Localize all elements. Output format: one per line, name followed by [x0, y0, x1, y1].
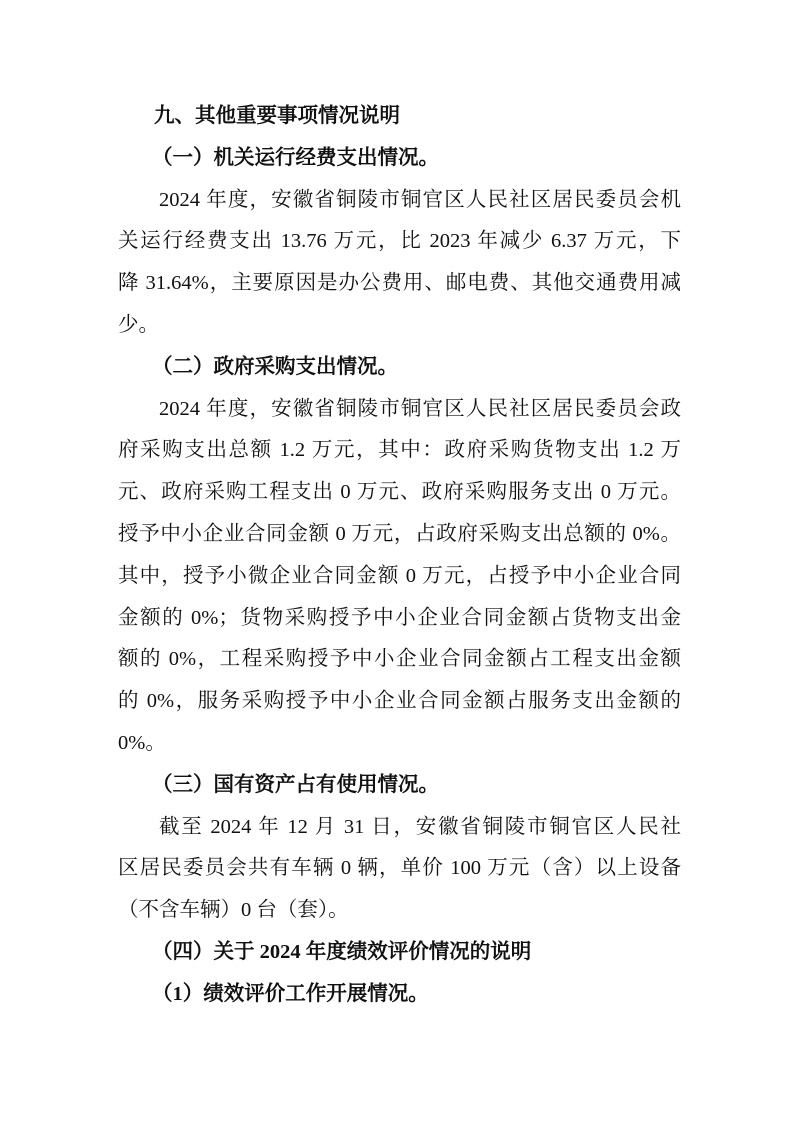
text-line: （不含车辆）0 台（套）。 — [118, 899, 349, 922]
document-page — [118, 96, 681, 1016]
text-line: 0%。 — [118, 731, 166, 754]
heading-performance-evaluation: （四）关于 2024 年度绩效评价情况的说明 — [152, 940, 532, 963]
text-line: 的 0%，服务采购授予中小企业合同金额占服务支出金额的 — [118, 690, 681, 713]
text-line: 截至 2024 年 12 月 31 日，安徽省铜陵市铜官区人民社 — [159, 815, 681, 838]
heading-admin-expenses: （一）机关运行经费支出情况。 — [152, 146, 439, 169]
text-line: 金额的 0%；货物采购授予中小企业合同金额占货物支出金 — [118, 606, 681, 629]
text-line: 2024 年度，安徽省铜陵市铜官区人民社区居民委员会政 — [159, 397, 681, 420]
text-line: 少。 — [118, 313, 159, 336]
text-line: 区居民委员会共有车辆 0 辆，单价 100 万元（含）以上设备 — [118, 857, 681, 880]
subheading-evaluation-work: （1）绩效评价工作开展情况。 — [152, 982, 429, 1005]
heading-procurement: （二）政府采购支出情况。 — [152, 355, 398, 378]
text-line: 2024 年度，安徽省铜陵市铜官区人民社区居民委员会机 — [159, 188, 681, 211]
heading-state-assets: （三）国有资产占有使用情况。 — [152, 773, 439, 796]
paragraph-admin-expenses — [118, 180, 681, 347]
text-line: 府采购支出总额 1.2 万元，其中：政府采购货物支出 1.2 万 — [118, 439, 681, 462]
section-title: 九、其他重要事项情况说明 — [154, 105, 400, 127]
text-line: 其中，授予小微企业合同金额 0 万元，占授予中小企业合同 — [118, 564, 681, 587]
paragraph-state-assets — [118, 807, 681, 932]
paragraph-procurement — [118, 389, 681, 765]
text-line: 元、政府采购工程支出 0 万元、政府采购服务支出 0 万元。 — [118, 481, 681, 504]
text-line: 降 31.64%，主要原因是办公费用、邮电费、其他交通费用减 — [118, 272, 681, 295]
text-line: 授予中小企业合同金额 0 万元，占政府采购支出总额的 0%。 — [118, 522, 681, 545]
text-line: 关运行经费支出 13.76 万元，比 2023 年减少 6.37 万元，下 — [118, 230, 681, 253]
text-line: 额的 0%，工程采购授予中小企业合同金额占工程支出金额 — [118, 648, 681, 671]
